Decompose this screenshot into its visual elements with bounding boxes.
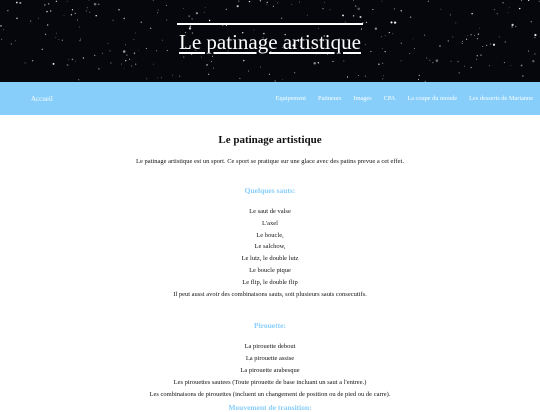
- section-heading-transition: Mouvement de transition:: [0, 403, 540, 412]
- nav-home-link[interactable]: Accueil: [31, 95, 53, 103]
- list-item: Le lutz, le double lutz: [0, 253, 540, 265]
- header-banner: [0, 0, 540, 82]
- list-item: La pirouette debout: [0, 341, 540, 353]
- list-item: Le flip, le double flip: [0, 277, 540, 289]
- list-item: Le boucle pique: [0, 265, 540, 277]
- list-item: Les pirouettes sautees (Toute pirouette de base incluant un saut a l'entree.): [0, 377, 540, 389]
- list-item: Le boucle,: [0, 230, 540, 242]
- spins-list: [0, 341, 540, 400]
- list-item: La pirouette assise: [0, 353, 540, 365]
- list-item: Les combinaisons de pirouettes (incluent un changement de position ou de pied ou de carre).: [0, 389, 540, 401]
- list-item: Il peut aussi avoir des combinaisons sauts, soit plusieurs sauts consecutifs.: [0, 289, 540, 301]
- section-heading-pirouette: Pirouette:: [0, 321, 540, 330]
- main-content: [0, 134, 540, 412]
- nav-link-cpa[interactable]: CPA: [384, 95, 396, 102]
- main-navigation: [0, 82, 540, 115]
- intro-paragraph: Le patinage artistique est un sport. Ce sport se pratique sur une glace avec des patins prevue a cet effet.: [0, 158, 540, 165]
- list-item: L'axel: [0, 218, 540, 230]
- nav-links: [264, 95, 533, 102]
- nav-link-patineurs[interactable]: Patineurs: [318, 95, 341, 102]
- nav-link-coupe-du-monde[interactable]: La coupe du monde: [407, 95, 457, 102]
- list-item: Le salchow,: [0, 241, 540, 253]
- jumps-list: [0, 206, 540, 300]
- page-title: Le patinage artistique: [0, 134, 540, 146]
- list-item: Le saut de valse: [0, 206, 540, 218]
- site-title[interactable]: Le patinage artistique: [179, 24, 361, 55]
- nav-link-images[interactable]: Images: [353, 95, 371, 102]
- list-item: La pirouette arabesque: [0, 365, 540, 377]
- nav-link-desserts[interactable]: Les desserts de Marianne: [469, 95, 533, 102]
- nav-link-equipement[interactable]: Equipement: [276, 95, 306, 102]
- section-heading-sauts: Quelques sauts:: [0, 186, 540, 195]
